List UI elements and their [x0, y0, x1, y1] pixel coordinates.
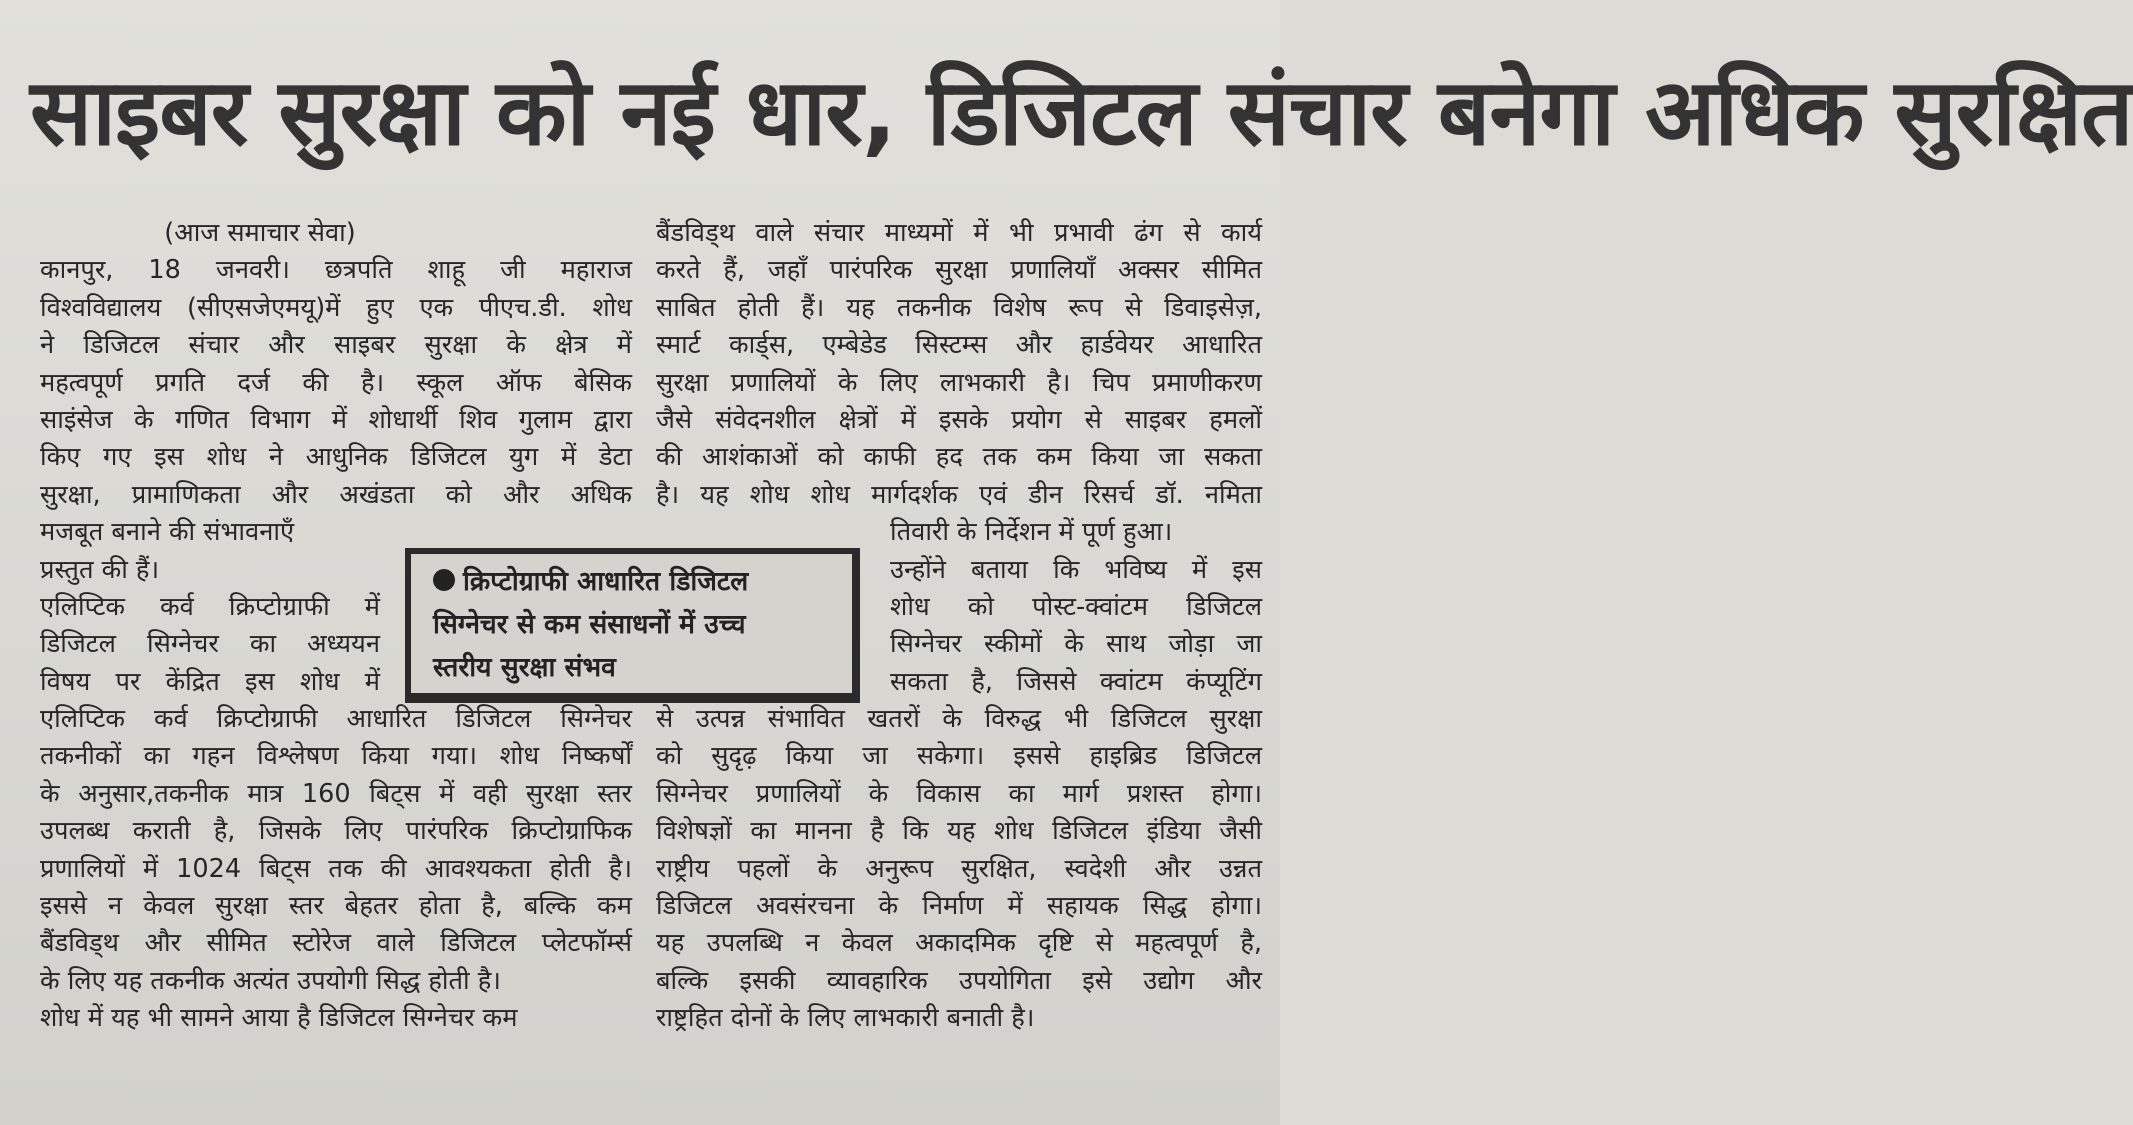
article-line: साबित होती हैं। यह तकनीक विशेष रूप से डिवाइसेज़,: [656, 292, 1262, 323]
article-line: जैसे संवेदनशील क्षेत्रों में इसके प्रयोग से साइबर हमलों: [656, 404, 1262, 435]
article-line: तकनीकों का गहन विश्लेषण किया गया। शोध निष्कर्षों: [40, 741, 632, 772]
article-line: सकता है, जिससे क्वांटम कंप्यूटिंग: [890, 666, 1262, 697]
article-line: उन्होंने बताया कि भविष्य में इस: [890, 554, 1262, 585]
article-line: करते हैं, जहाँ पारंपरिक सुरक्षा प्रणालियाँ अक्सर सीमित: [656, 255, 1262, 286]
bullet-icon: [433, 569, 455, 591]
article-line: सुरक्षा, प्रामाणिकता और अखंडता को और अधिक: [40, 479, 632, 510]
callout-line: स्तरीय सुरक्षा संभव: [433, 652, 616, 683]
article-line: विश्वविद्यालय (सीएसजेएमयू)में हुए एक पीएच.डी. शोध: [40, 292, 632, 323]
article-line: एलिप्टिक कर्व क्रिप्टोग्राफी में: [40, 591, 380, 622]
article-line: प्रणालियों में 1024 बिट्स तक की आवश्यकता होती है।: [40, 853, 632, 884]
article-line: इससे न केवल सुरक्षा स्तर बेहतर होता है, बल्कि कम: [40, 891, 632, 922]
article-line: है। यह शोध शोध मार्गदर्शक एवं डीन रिसर्च डॉ. नमिता: [656, 479, 1262, 510]
article-line: की आशंकाओं को काफी हद तक कम किया जा सकता: [656, 442, 1262, 473]
article-line: के लिए यह तकनीक अत्यंत उपयोगी सिद्ध होती है।: [40, 965, 501, 996]
callout-text: [433, 560, 853, 689]
article-line: साइंसेज के गणित विभाग में शोधार्थी शिव गुलाम द्वारा: [40, 404, 632, 435]
article-line: महत्वपूर्ण प्रगति दर्ज की है। स्कूल ऑफ बेसिक: [40, 367, 632, 398]
callout-line: सिग्नेचर से कम संसाधनों में उच्च: [433, 609, 746, 640]
article-line: उपलब्ध कराती है, जिसके लिए पारंपरिक क्रिप्टोग्राफिक: [40, 816, 632, 847]
article-line: राष्ट्रीय पहलों के अनुरूप सुरक्षित, स्वदेशी और उन्नत: [656, 853, 1262, 884]
article-line: बैंडविड्थ और सीमित स्टोरेज वाले डिजिटल प्लेटफॉर्म्स: [40, 928, 632, 959]
article-line: मजबूत बनाने की संभावनाएँ: [40, 517, 295, 548]
article-line: राष्ट्रहित दोनों के लिए लाभकारी बनाती है।: [656, 1003, 1035, 1034]
article-line: कानपुर, 18 जनवरी। छत्रपति शाहू जी महाराज: [40, 255, 632, 286]
article-line: से उत्पन्न संभावित खतरों के विरुद्ध भी डिजिटल सुरक्षा: [656, 704, 1262, 735]
article-line: सुरक्षा प्रणालियों के लिए लाभकारी है। चिप प्रमाणीकरण: [656, 367, 1262, 398]
article-line: यह उपलब्धि न केवल अकादमिक दृष्टि से महत्वपूर्ण है,: [656, 928, 1262, 959]
callout-box: [405, 548, 883, 728]
article-line: ने डिजिटल संचार और साइबर सुरक्षा के क्षेत्र में: [40, 330, 632, 361]
article-line: विशेषज्ञों का मानना है कि यह शोध डिजिटल इंडिया जैसी: [656, 816, 1262, 847]
article-line: स्मार्ट कार्ड्स, एम्बेडेड सिस्टम्स और हार्डवेयर आधारित: [656, 330, 1262, 361]
article-line: शोध में यह भी सामने आया है डिजिटल सिग्नेचर कम: [40, 1003, 518, 1034]
article-line: को सुदृढ़ किया जा सकेगा। इससे हाइब्रिड डिजिटल: [656, 741, 1262, 772]
article-line: तिवारी के निर्देशन में पूर्ण हुआ।: [890, 517, 1173, 548]
article-line: एलिप्टिक कर्व क्रिप्टोग्राफी आधारित डिजिटल सिग्नेचर: [40, 704, 632, 735]
headline: साइबर सुरक्षा को नई धार, डिजिटल संचार बनेगा अधिक सुरक्षित: [30, 59, 2133, 166]
article-line: विषय पर केंद्रित इस शोध में: [40, 666, 380, 697]
article-line: सिग्नेचर स्कीमों के साथ जोड़ा जा: [890, 629, 1262, 660]
callout-line: क्रिप्टोग्राफी आधारित डिजिटल: [433, 560, 853, 603]
article-line: डिजिटल अवसंरचना के निर्माण में सहायक सिद्ध होगा।: [656, 891, 1262, 922]
article-line: डिजिटल सिग्नेचर का अध्ययन: [40, 629, 380, 660]
article-line: बल्कि इसकी व्यावहारिक उपयोगिता इसे उद्योग और: [656, 965, 1262, 996]
article-line: किए गए इस शोध ने आधुनिक डिजिटल युग में डेटा: [40, 442, 632, 473]
article-line: शोध को पोस्ट-क्वांटम डिजिटल: [890, 591, 1262, 622]
article-line: प्रस्तुत की हैं।: [40, 554, 160, 585]
article-line: बैंडविड्थ वाले संचार माध्यमों में भी प्रभावी ढंग से कार्य: [656, 218, 1262, 248]
article-line: (आज समाचार सेवा): [164, 218, 356, 248]
article-line: सिग्नेचर प्रणालियों के विकास का मार्ग प्रशस्त होगा।: [656, 778, 1262, 809]
article-line: के अनुसार,तकनीक मात्र 160 बिट्स में वही सुरक्षा स्तर: [40, 778, 632, 809]
